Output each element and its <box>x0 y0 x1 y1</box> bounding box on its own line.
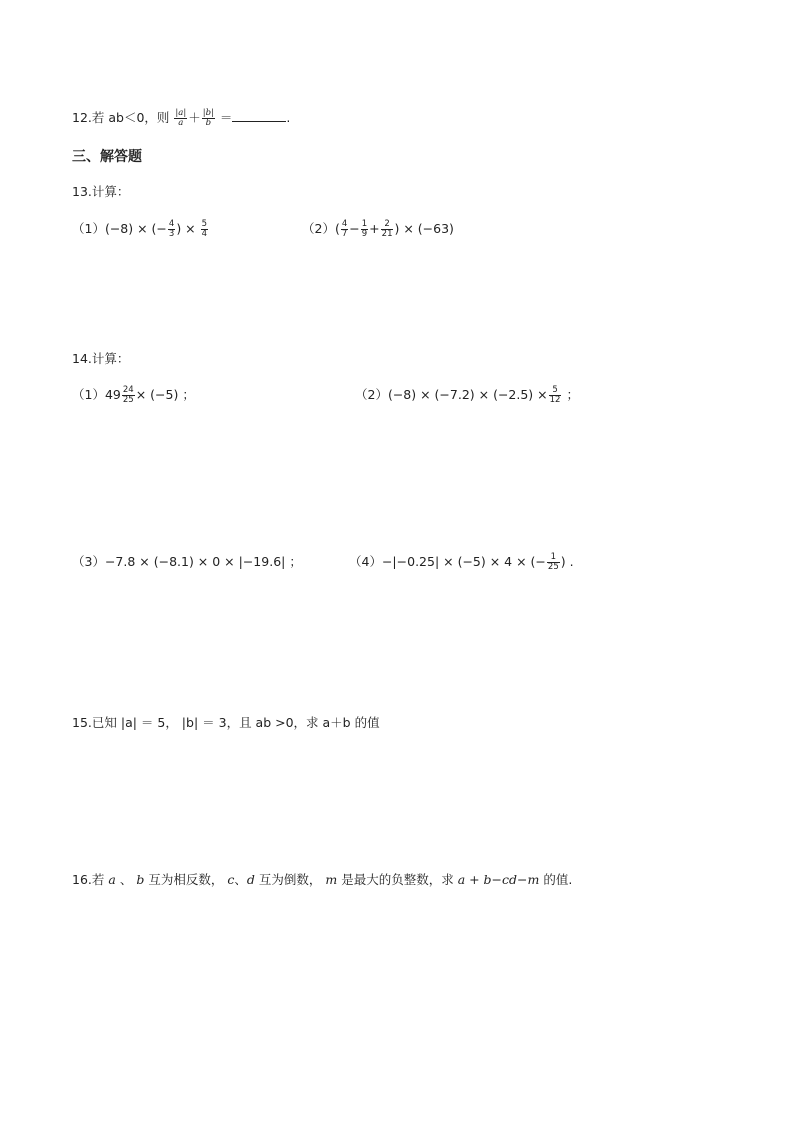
question-14-title: 14.计算： <box>72 351 130 366</box>
question-14-part-1: （1）49 $\frac{24}{25}$ × (−5) ； <box>72 385 195 405</box>
question-12 <box>72 109 290 128</box>
question-13-title: 13.计算： <box>72 184 130 199</box>
question-13-part-2: （2）( $\frac{4}{7}$ − $\frac{1}{9}$ + $\frac{2}{21}$ ) × (−63) <box>302 219 454 239</box>
question-14-part-4: （4）−|−0.25| × (−5) × 4 × (− $\frac{1}{25}$ ) . <box>349 552 574 572</box>
question-13-part-1: （1）(−8) × (− $\frac{4}{3}$ ) × $\frac{5}{4}$ <box>72 219 208 239</box>
question-16: 16.若 a 、 b 互为相反数， c、d 互为倒数， m 是最大的负整数，求 a + b−cd−m 的值. <box>72 872 573 887</box>
period: . <box>286 110 291 125</box>
section-heading: 三、解答题 <box>72 149 142 165</box>
question-14-part-2: （2）(−8) × (−7.2) × (−2.5) × $\frac{5}{12}$ ； <box>355 385 579 405</box>
fraction: $\frac{|a|}{a}$ <box>175 108 187 128</box>
question-15: 15.已知 |a| ＝ 5， |b| ＝ 3，且 ab >0，求 a＋b 的值 <box>72 715 380 730</box>
fraction: $\frac{|b|}{b}$ <box>202 108 214 128</box>
question-text: 若 ab＜0，则 <box>91 110 170 125</box>
plus-sign: ＋ <box>188 110 201 125</box>
question-number: 12. <box>72 110 92 125</box>
answer-blank <box>232 109 286 122</box>
equals-sign: ＝ <box>219 110 233 125</box>
question-14-part-3: （3）−7.8 × (−8.1) × 0 × |−19.6| ； <box>72 554 302 569</box>
